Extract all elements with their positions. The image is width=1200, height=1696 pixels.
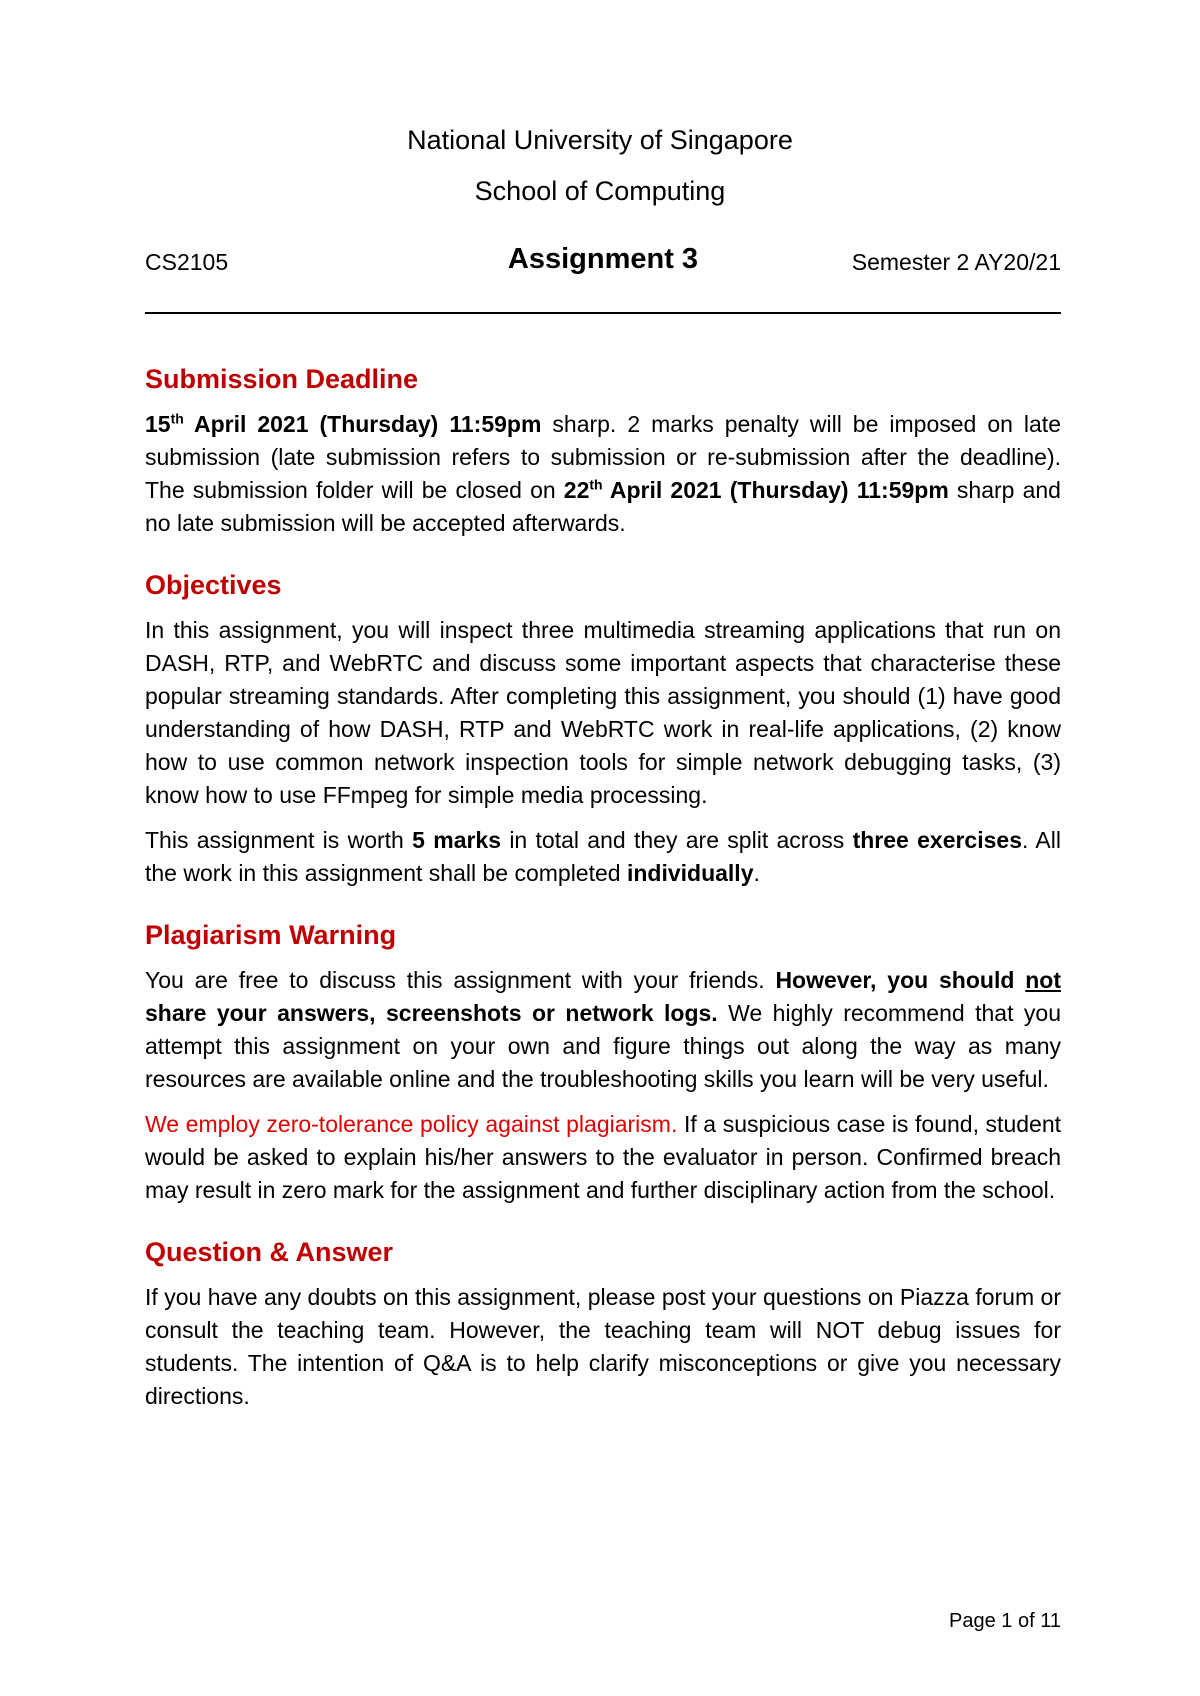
assignment-title: Assignment 3 <box>507 243 699 275</box>
page-number-footer: Page 1 of 11 <box>949 1610 1061 1632</box>
section-objectives <box>145 568 1061 890</box>
section-heading: Plagiarism Warning <box>145 920 397 950</box>
objectives-paragraph-2: This assignment is worth 5 marks in total and they are split across three exercises. All the work in this assignment shall be completed individually. <box>145 827 1061 886</box>
section-question-answer <box>145 1235 1061 1413</box>
section-heading: Question & Answer <box>145 1237 394 1267</box>
course-code: CS2105 <box>145 249 229 275</box>
plagiarism-paragraph-2: We employ zero-tolerance policy against plagiarism. If a suspicious case is found, student would be asked to explain his/her answers to the evaluator in person. Confirmed breach may result in zero mark for the assignment and further disciplinary action from the school. <box>145 1111 1062 1203</box>
section-heading: Objectives <box>145 570 282 600</box>
objectives-paragraph-1: In this assignment, you will inspect three multimedia streaming applications that run on DASH, RTP, and WebRTC and discuss some important aspects that characterise these popular streaming standards. After completing this assignment, you should (1) have good understanding of how DASH, RTP and WebRTC work in real-life applications, (2) know how to use common network inspection tools for simple network debugging tasks, (3) know how to use FFmpeg for simple media processing. <box>145 617 1061 808</box>
section-plagiarism-warning <box>145 918 1061 1207</box>
qa-paragraph: If you have any doubts on this assignment, please post your questions on Piazza forum or consult the teaching team. However, the teaching team will NOT debug issues for students. The intention of Q&A is to help clarify misconceptions or give you necessary directions. <box>145 1284 1061 1409</box>
semester-label: Semester 2 AY20/21 <box>851 249 1061 275</box>
university-name: National University of Singapore <box>407 125 793 155</box>
section-heading: Submission Deadline <box>145 364 419 394</box>
deadline-paragraph: 15th April 2021 (Thursday) 11:59pm sharp. 2 marks penalty will be imposed on late submission (late submission refers to submission or re-submission after the deadline). The submission folder will be closed on 22th April 2021 (Thursday) 11:59pm sharp and no late submission will be accepted afterwards. <box>145 410 1061 536</box>
document-body <box>145 362 1061 1441</box>
deadline-date-2: 22th April 2021 (Thursday) 11:59pm <box>563 476 949 503</box>
deadline-date-1: 15th April 2021 (Thursday) 11:59pm <box>145 410 542 437</box>
zero-tolerance-warning: We employ zero-tolerance policy against plagiarism. <box>145 1111 678 1137</box>
header-divider <box>145 312 1061 314</box>
section-submission-deadline <box>145 362 1061 540</box>
school-name: School of Computing <box>474 176 726 206</box>
plagiarism-paragraph-1: You are free to discuss this assignment with your friends. However, you should not share your answers, screenshots or network logs. We highly recommend that you attempt this assignment on your own and figure things out along the way as many resources are available online and the troubleshooting skills you learn will be very useful. <box>145 967 1061 1092</box>
course-header-row <box>145 243 1061 283</box>
